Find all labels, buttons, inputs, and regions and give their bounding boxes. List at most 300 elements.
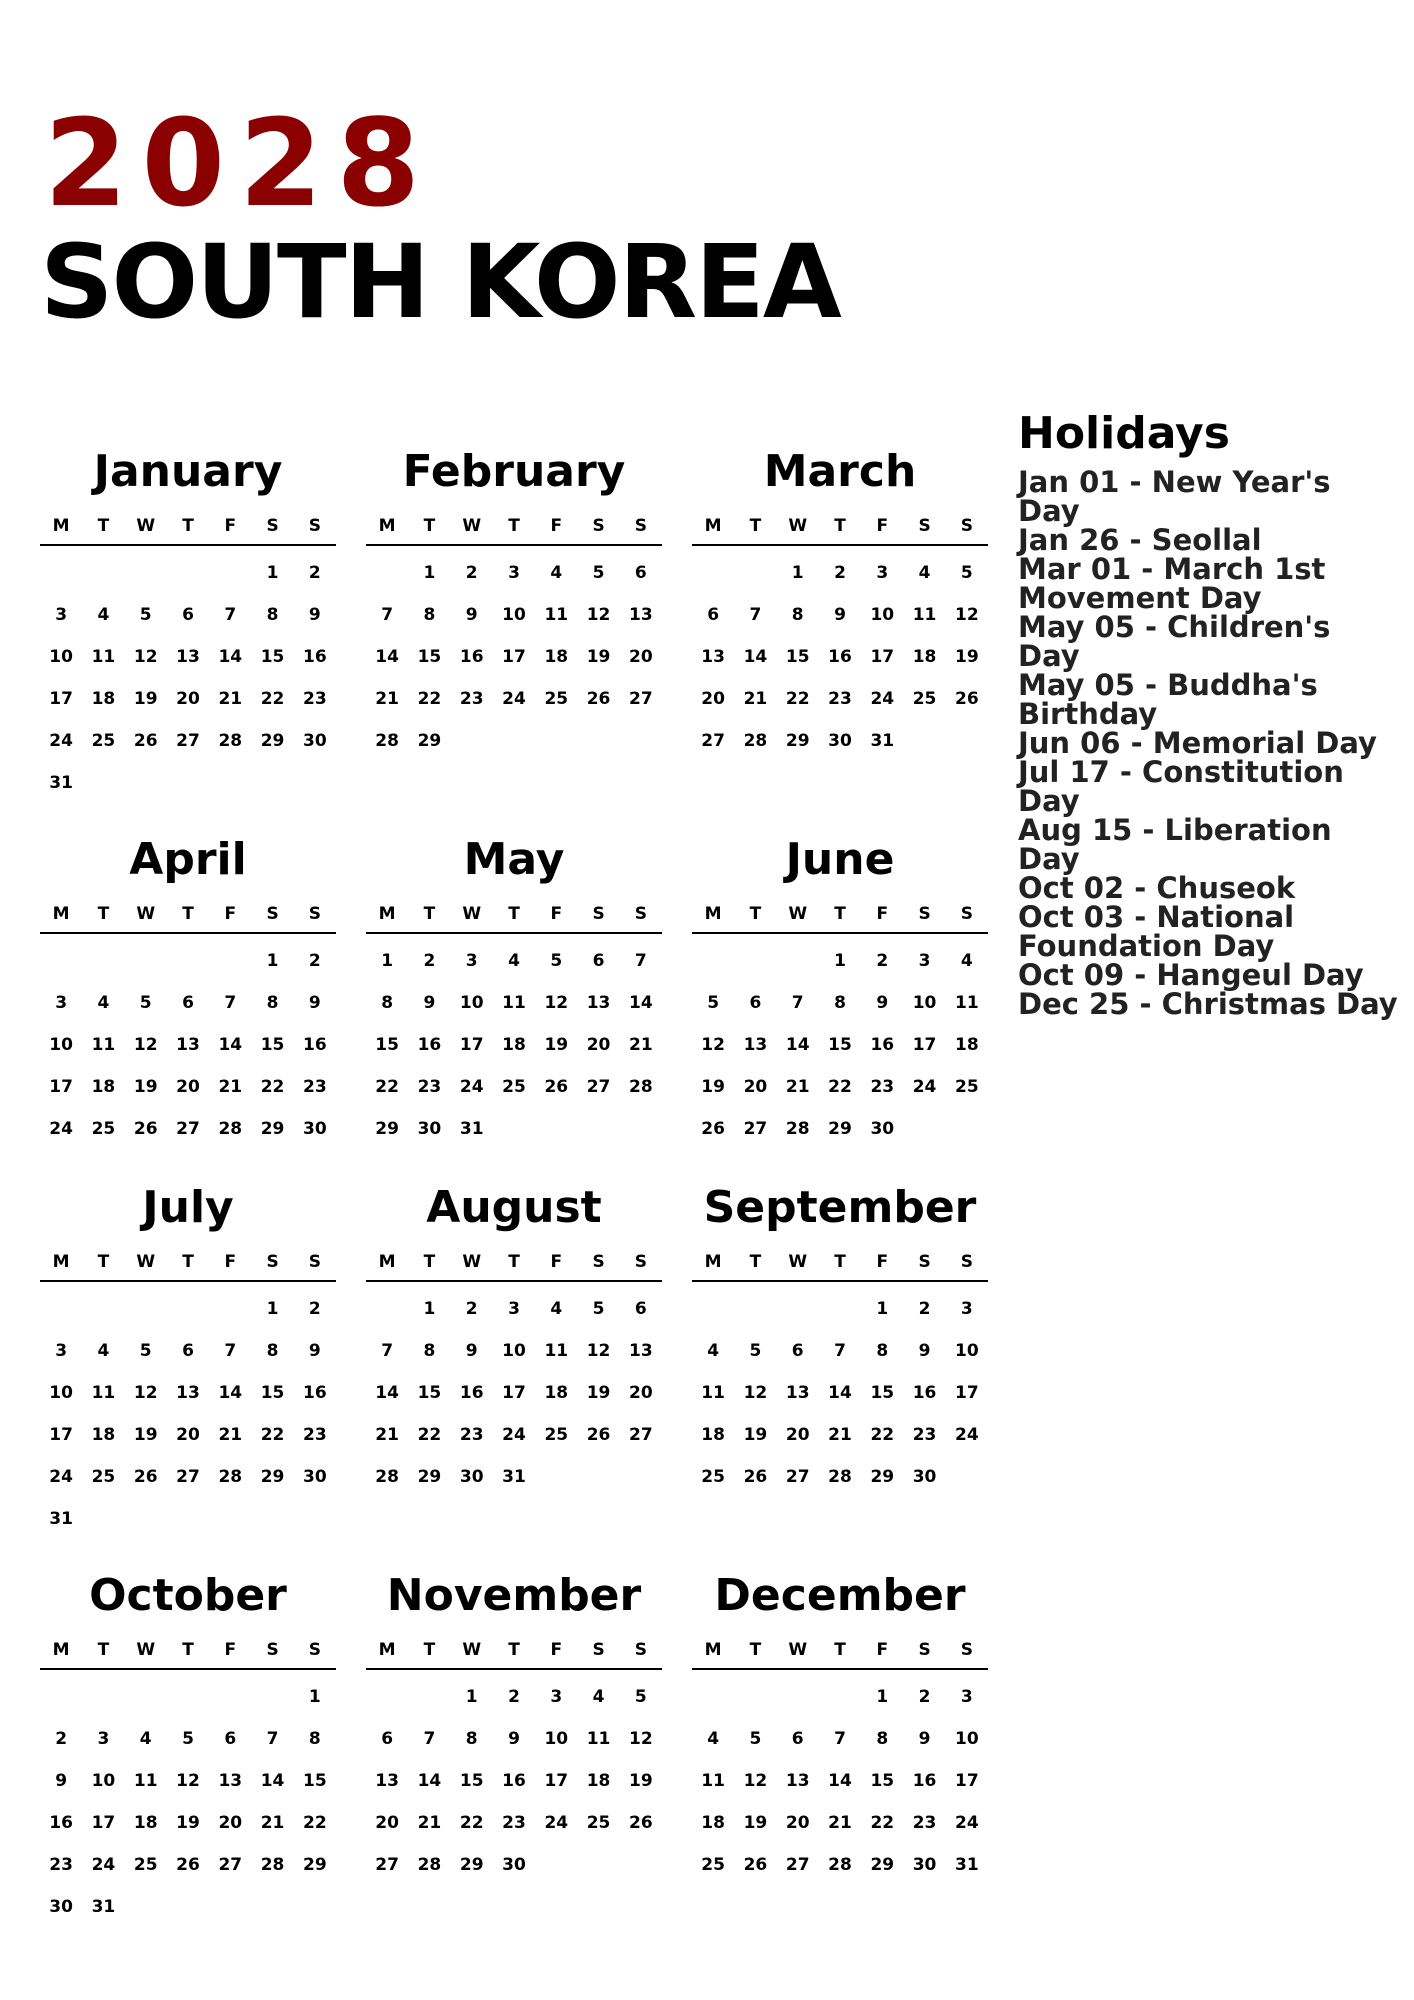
month-name: July: [142, 1182, 234, 1233]
day-cell: 10: [870, 605, 895, 625]
month-name: June: [785, 834, 895, 885]
holiday-item: Jan 01 - New Year's Day: [1018, 465, 1331, 528]
day-cell: 17: [544, 1771, 569, 1791]
day-cell: 9: [465, 1341, 478, 1361]
day-cell: 2: [876, 951, 889, 971]
day-cell: 31: [49, 773, 73, 793]
day-cell: 11: [133, 1771, 158, 1791]
day-cell: 20: [785, 1813, 810, 1833]
day-cell: 1: [423, 1299, 436, 1319]
day-cell: 29: [417, 731, 442, 751]
day-cell: 2: [465, 1299, 478, 1319]
day-cell: 23: [459, 689, 484, 709]
day-cell: 27: [176, 1119, 200, 1139]
day-cell: 20: [375, 1813, 399, 1833]
day-cell: 1: [266, 951, 279, 971]
weekday-label: F: [876, 516, 889, 536]
day-cell: 19: [133, 689, 158, 709]
day-cell: 2: [308, 1299, 321, 1319]
day-cell: 13: [176, 1383, 200, 1403]
weekday-label: S: [918, 516, 931, 536]
day-cell: 26: [133, 1119, 158, 1139]
weekday-label: F: [550, 904, 563, 924]
weekday-label: T: [182, 516, 194, 536]
day-cell: 17: [459, 1035, 484, 1055]
weekday-label: W: [136, 516, 156, 536]
day-cell: 8: [381, 993, 394, 1013]
day-cell: 26: [743, 1855, 768, 1875]
holiday-list: [1018, 465, 1398, 1021]
day-cell: 2: [423, 951, 436, 971]
empty-cell: [734, 940, 776, 982]
day-cell: 4: [139, 1729, 152, 1749]
day-cell: 27: [375, 1855, 399, 1875]
day-cell: 17: [502, 647, 526, 667]
day-cell: 11: [544, 605, 569, 625]
empty-cell: [209, 1676, 251, 1718]
day-cell: 13: [743, 1035, 768, 1055]
day-cell: 11: [955, 993, 979, 1013]
day-cell: 6: [749, 993, 762, 1013]
weekday-header: [366, 904, 662, 934]
month-february: [366, 446, 662, 762]
day-cell: 6: [224, 1729, 237, 1749]
day-cell: 30: [303, 1119, 327, 1139]
day-cell: 7: [423, 1729, 436, 1749]
day-cell: 24: [912, 1077, 937, 1097]
day-cell: 29: [303, 1855, 327, 1875]
day-cell: 3: [960, 1687, 973, 1707]
day-cell: 28: [260, 1855, 285, 1875]
day-cell: 20: [218, 1813, 243, 1833]
day-cell: 22: [417, 1425, 442, 1445]
weekday-header: [366, 1640, 662, 1670]
day-cell: 22: [785, 689, 810, 709]
day-cell: 21: [218, 1425, 243, 1445]
day-cell: 12: [586, 605, 611, 625]
day-cell: 6: [791, 1341, 804, 1361]
day-cell: 5: [592, 1299, 605, 1319]
day-cell: 7: [224, 605, 237, 625]
day-cell: 15: [375, 1035, 399, 1055]
weekday-label: S: [918, 1252, 931, 1272]
day-cell: 28: [828, 1467, 852, 1487]
day-cell: 21: [375, 689, 399, 709]
day-cell: 18: [586, 1771, 611, 1791]
day-cell: 24: [544, 1813, 569, 1833]
weekday-label: S: [592, 1640, 605, 1660]
day-cell: 3: [508, 563, 520, 583]
day-cell: 18: [544, 1383, 569, 1403]
weekday-label: T: [423, 904, 436, 924]
empty-cell: [408, 1676, 450, 1718]
day-cell: 18: [701, 1425, 725, 1445]
day-cell: 26: [955, 689, 979, 709]
day-cell: 22: [260, 689, 285, 709]
day-cell: 9: [423, 993, 436, 1013]
day-cell: 1: [876, 1299, 889, 1319]
days-grid: [366, 552, 662, 762]
holiday-item: Jan 26 - Seollal: [1018, 523, 1262, 557]
weekday-label: M: [52, 1640, 70, 1660]
empty-cell: [40, 1676, 82, 1718]
day-cell: 21: [218, 689, 243, 709]
day-cell: 31: [870, 731, 895, 751]
day-cell: 15: [459, 1771, 484, 1791]
day-cell: 20: [701, 689, 725, 709]
day-cell: 4: [550, 1299, 563, 1319]
empty-cell: [819, 1676, 861, 1718]
day-cell: 1: [834, 951, 846, 971]
day-cell: 21: [417, 1813, 442, 1833]
day-cell: 29: [260, 731, 285, 751]
day-cell: 25: [586, 1813, 611, 1833]
day-cell: 26: [133, 731, 158, 751]
weekday-label: F: [224, 1640, 237, 1660]
day-cell: 12: [133, 1383, 158, 1403]
day-cell: 29: [375, 1119, 399, 1139]
day-cell: 8: [876, 1729, 889, 1749]
day-cell: 27: [743, 1119, 768, 1139]
day-cell: 24: [49, 1467, 73, 1487]
month-name: December: [714, 1570, 966, 1621]
day-cell: 25: [91, 731, 116, 751]
weekday-label: M: [378, 1640, 396, 1660]
day-cell: 2: [465, 563, 478, 583]
day-cell: 4: [592, 1687, 605, 1707]
month-april: [40, 834, 336, 1150]
weekday-label: S: [592, 1252, 605, 1272]
day-cell: 13: [629, 1341, 653, 1361]
day-cell: 21: [629, 1035, 653, 1055]
day-cell: 23: [417, 1077, 442, 1097]
day-cell: 23: [303, 689, 327, 709]
day-cell: 1: [266, 563, 279, 583]
month-september: [692, 1182, 988, 1498]
day-cell: 30: [828, 731, 852, 751]
day-cell: 9: [308, 605, 321, 625]
day-cell: 17: [502, 1383, 526, 1403]
day-cell: 1: [308, 1687, 321, 1707]
day-cell: 5: [139, 605, 152, 625]
day-cell: 19: [586, 647, 611, 667]
weekday-label: W: [462, 1252, 482, 1272]
day-cell: 14: [785, 1035, 810, 1055]
day-cell: 4: [918, 563, 931, 583]
weekday-label: F: [876, 904, 889, 924]
day-cell: 16: [828, 647, 852, 667]
empty-cell: [209, 552, 251, 594]
day-cell: 20: [176, 1077, 200, 1097]
day-cell: 27: [629, 689, 653, 709]
day-cell: 24: [49, 1119, 73, 1139]
month-name: May: [463, 834, 565, 885]
day-cell: 23: [502, 1813, 526, 1833]
day-cell: 25: [91, 1119, 116, 1139]
day-cell: 2: [308, 563, 321, 583]
day-cell: 7: [834, 1341, 846, 1361]
weekday-label: S: [960, 904, 973, 924]
weekday-label: M: [52, 516, 70, 536]
days-grid: [40, 552, 336, 804]
month-january: [40, 446, 336, 804]
weekday-header: [692, 904, 988, 934]
day-cell: 20: [629, 1383, 653, 1403]
day-cell: 18: [91, 1425, 116, 1445]
weekday-label: S: [266, 904, 279, 924]
day-cell: 29: [260, 1467, 285, 1487]
day-cell: 10: [502, 1341, 526, 1361]
weekday-label: M: [704, 516, 722, 536]
day-cell: 13: [785, 1383, 810, 1403]
weekday-label: M: [704, 904, 722, 924]
weekday-label: F: [224, 516, 237, 536]
holiday-item: Oct 02 - Chuseok: [1018, 871, 1296, 905]
weekday-label: F: [550, 1640, 563, 1660]
weekday-label: F: [224, 1252, 237, 1272]
empty-cell: [82, 940, 124, 982]
empty-cell: [777, 1676, 819, 1718]
day-cell: 15: [417, 1383, 442, 1403]
day-cell: 26: [586, 689, 611, 709]
day-cell: 11: [91, 1035, 116, 1055]
day-cell: 28: [375, 731, 399, 751]
day-cell: 17: [91, 1813, 116, 1833]
day-cell: 15: [870, 1771, 895, 1791]
day-cell: 27: [701, 731, 725, 751]
empty-cell: [40, 1288, 82, 1330]
holiday-item: Mar 01 - March 1st Movement Day: [1018, 552, 1326, 615]
country-title: SOUTH KOREA: [40, 223, 840, 342]
day-cell: 27: [586, 1077, 611, 1097]
weekday-label: F: [550, 1252, 563, 1272]
days-grid: [40, 1676, 336, 1928]
day-cell: 5: [960, 563, 973, 583]
day-cell: 1: [465, 1687, 478, 1707]
day-cell: 28: [218, 731, 243, 751]
weekday-header: [366, 1252, 662, 1282]
weekday-label: T: [834, 1252, 846, 1272]
day-cell: 9: [55, 1771, 68, 1791]
day-cell: 11: [91, 647, 116, 667]
weekday-label: W: [462, 1640, 482, 1660]
day-cell: 10: [544, 1729, 569, 1749]
day-cell: 22: [459, 1813, 484, 1833]
day-cell: 14: [375, 647, 399, 667]
day-cell: 6: [182, 1341, 194, 1361]
day-cell: 6: [182, 993, 194, 1013]
days-grid: [692, 1676, 988, 1886]
weekday-label: S: [266, 1640, 279, 1660]
day-cell: 2: [55, 1729, 68, 1749]
month-may: [366, 834, 662, 1150]
day-cell: 10: [49, 1383, 73, 1403]
day-cell: 25: [91, 1467, 116, 1487]
day-cell: 28: [375, 1467, 399, 1487]
day-cell: 1: [266, 1299, 279, 1319]
holidays-title: Holidays: [1018, 408, 1230, 459]
weekday-label: S: [634, 516, 647, 536]
weekday-label: F: [876, 1252, 889, 1272]
day-cell: 14: [743, 647, 768, 667]
empty-cell: [734, 1288, 776, 1330]
weekday-label: S: [634, 1640, 647, 1660]
day-cell: 31: [955, 1855, 979, 1875]
day-cell: 12: [133, 647, 158, 667]
day-cell: 22: [870, 1813, 895, 1833]
holiday-item: May 05 - Buddha's Birthday: [1018, 668, 1318, 731]
month-name: August: [426, 1182, 602, 1233]
day-cell: 19: [176, 1813, 200, 1833]
day-cell: 12: [176, 1771, 200, 1791]
empty-cell: [209, 1288, 251, 1330]
empty-cell: [366, 1288, 408, 1330]
weekday-label: M: [52, 904, 70, 924]
day-cell: 13: [375, 1771, 399, 1791]
day-cell: 5: [749, 1341, 762, 1361]
weekday-label: S: [634, 1252, 647, 1272]
day-cell: 16: [303, 1383, 327, 1403]
day-cell: 8: [266, 605, 279, 625]
empty-cell: [82, 1676, 124, 1718]
day-cell: 3: [97, 1729, 110, 1749]
weekday-label: S: [960, 1252, 973, 1272]
empty-cell: [125, 940, 167, 982]
holiday-item: Oct 09 - Hangeul Day: [1018, 958, 1364, 992]
day-cell: 22: [870, 1425, 895, 1445]
weekday-label: W: [788, 904, 808, 924]
day-cell: 27: [629, 1425, 653, 1445]
empty-cell: [167, 940, 209, 982]
day-cell: 16: [417, 1035, 442, 1055]
day-cell: 18: [91, 1077, 116, 1097]
empty-cell: [734, 552, 776, 594]
day-cell: 17: [49, 1077, 73, 1097]
day-cell: 8: [876, 1341, 889, 1361]
day-cell: 13: [629, 605, 653, 625]
day-cell: 6: [791, 1729, 804, 1749]
day-cell: 15: [303, 1771, 327, 1791]
days-grid: [692, 552, 988, 762]
day-cell: 24: [502, 689, 526, 709]
day-cell: 30: [49, 1897, 73, 1917]
day-cell: 14: [828, 1771, 852, 1791]
holiday-item: Aug 15 - Liberation Day: [1018, 813, 1332, 876]
day-cell: 6: [592, 951, 605, 971]
day-cell: 19: [586, 1383, 611, 1403]
day-cell: 29: [870, 1855, 895, 1875]
empty-cell: [82, 552, 124, 594]
day-cell: 2: [918, 1687, 931, 1707]
weekday-label: S: [308, 904, 321, 924]
day-cell: 28: [218, 1467, 243, 1487]
day-cell: 7: [224, 1341, 237, 1361]
day-cell: 6: [381, 1729, 394, 1749]
weekday-label: S: [308, 516, 321, 536]
empty-cell: [167, 552, 209, 594]
day-cell: 8: [266, 1341, 279, 1361]
month-june: [692, 834, 988, 1150]
day-cell: 30: [303, 731, 327, 751]
empty-cell: [125, 1676, 167, 1718]
day-cell: 24: [955, 1813, 979, 1833]
month-name: November: [386, 1570, 642, 1621]
days-grid: [692, 940, 988, 1150]
day-cell: 17: [49, 1425, 73, 1445]
weekday-label: T: [182, 904, 194, 924]
day-cell: 16: [870, 1035, 895, 1055]
days-grid: [366, 940, 662, 1150]
day-cell: 24: [91, 1855, 116, 1875]
day-cell: 31: [459, 1119, 484, 1139]
day-cell: 8: [266, 993, 279, 1013]
weekday-label: S: [592, 904, 605, 924]
day-cell: 20: [629, 647, 653, 667]
day-cell: 16: [303, 647, 327, 667]
weekday-label: S: [960, 516, 973, 536]
day-cell: 13: [218, 1771, 243, 1791]
day-cell: 29: [785, 731, 810, 751]
days-grid: [692, 1288, 988, 1498]
day-cell: 23: [303, 1077, 327, 1097]
day-cell: 8: [834, 993, 846, 1013]
day-cell: 12: [743, 1771, 768, 1791]
holiday-item: Dec 25 - Christmas Day: [1018, 987, 1398, 1021]
day-cell: 20: [743, 1077, 768, 1097]
day-cell: 17: [870, 647, 895, 667]
weekday-label: S: [308, 1252, 321, 1272]
day-cell: 8: [791, 605, 804, 625]
day-cell: 4: [550, 563, 563, 583]
month-name: February: [402, 446, 626, 497]
weekday-label: T: [508, 1640, 520, 1660]
day-cell: 31: [91, 1897, 116, 1917]
day-cell: 17: [955, 1383, 979, 1403]
day-cell: 31: [49, 1509, 73, 1529]
month-name: September: [703, 1182, 977, 1233]
day-cell: 14: [218, 647, 243, 667]
day-cell: 16: [459, 1383, 484, 1403]
day-cell: 21: [218, 1077, 243, 1097]
day-cell: 19: [743, 1425, 768, 1445]
day-cell: 21: [828, 1813, 852, 1833]
weekday-label: T: [182, 1252, 194, 1272]
empty-cell: [692, 1676, 734, 1718]
day-cell: 10: [49, 1035, 73, 1055]
day-cell: 25: [133, 1855, 158, 1875]
day-cell: 8: [423, 605, 436, 625]
day-cell: 9: [308, 1341, 321, 1361]
weekday-label: T: [834, 904, 846, 924]
day-cell: 12: [743, 1383, 768, 1403]
weekday-label: T: [508, 904, 520, 924]
weekday-label: T: [423, 1252, 436, 1272]
day-cell: 7: [381, 605, 394, 625]
day-cell: 23: [459, 1425, 484, 1445]
day-cell: 26: [176, 1855, 200, 1875]
day-cell: 10: [955, 1341, 979, 1361]
day-cell: 3: [508, 1299, 520, 1319]
day-cell: 28: [417, 1855, 442, 1875]
day-cell: 27: [218, 1855, 243, 1875]
day-cell: 29: [260, 1119, 285, 1139]
weekday-label: T: [97, 904, 110, 924]
weekday-label: S: [308, 1640, 321, 1660]
days-grid: [366, 1288, 662, 1498]
day-cell: 19: [133, 1425, 158, 1445]
weekday-label: S: [918, 904, 931, 924]
day-cell: 19: [743, 1813, 768, 1833]
